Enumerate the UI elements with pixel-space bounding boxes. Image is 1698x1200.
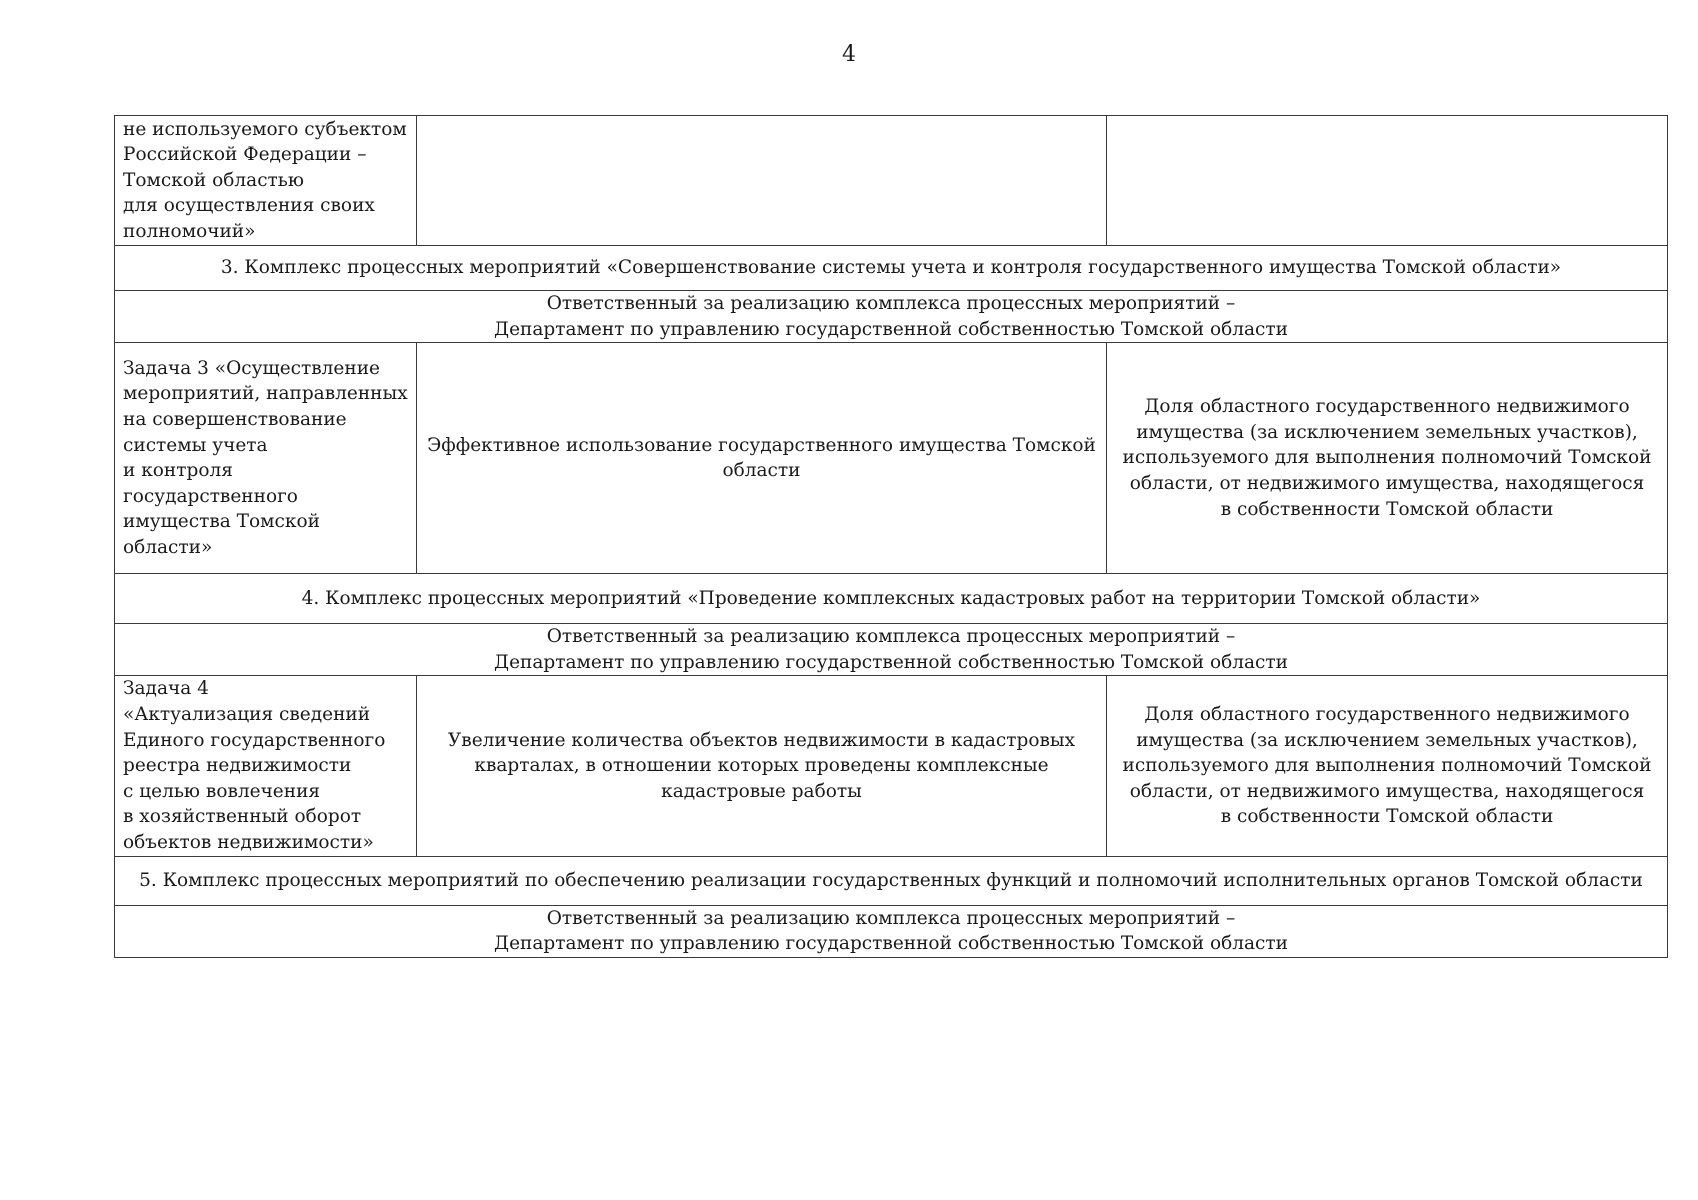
section-3-responsible: Ответственный за реализацию комплекса процессных мероприятий – Департамент по управлению государственной собственностью Томской области	[115, 291, 1668, 343]
continued-result-cell	[417, 116, 1107, 246]
table-row-continuation	[115, 116, 1668, 246]
section-4-responsible-row	[115, 624, 1668, 676]
section-5-title: 5. Комплекс процессных мероприятий по обеспечению реализации государственных функций и полномочий исполнительных органов Томской области	[115, 856, 1668, 905]
section-3-title: 3. Комплекс процессных мероприятий «Совершенствование системы учета и контроля государственного имущества Томской области»	[115, 246, 1668, 291]
continued-indicator-cell	[1107, 116, 1668, 246]
section-4-task: Задача 4 «Актуализация сведений Единого государственного реестра недвижимости с целью вовлечения в хозяйственный оборот объектов недвижимости»	[115, 676, 417, 856]
section-4-result: Увеличение количества объектов недвижимости в кадастровых кварталах, в отношении которых проведены комплексные кадастровые работы	[417, 676, 1107, 856]
section-4-indicator: Доля областного государственного недвижимого имущества (за исключением земельных участков), используемого для выполнения полномочий Томской области, от недвижимого имущества, находящегося в собственности Томской области	[1107, 676, 1668, 856]
section-5-responsible: Ответственный за реализацию комплекса процессных мероприятий – Департамент по управлению государственной собственностью Томской области	[115, 905, 1668, 957]
section-4-task-row	[115, 676, 1668, 856]
continued-task-cell: не используемого субъектом Российской Федерации – Томской областью для осуществления своих полномочий»	[115, 116, 417, 246]
section-3-task-row	[115, 343, 1668, 574]
program-structure-table	[114, 115, 1668, 958]
section-3-indicator: Доля областного государственного недвижимого имущества (за исключением земельных участков), используемого для выполнения полномочий Томской области, от недвижимого имущества, находящегося в собственности Томской области	[1107, 343, 1668, 574]
section-3-title-row	[115, 246, 1668, 291]
section-4-title: 4. Комплекс процессных мероприятий «Проведение комплексных кадастровых работ на территории Томской области»	[115, 574, 1668, 624]
section-4-title-row	[115, 574, 1668, 624]
section-3-responsible-row	[115, 291, 1668, 343]
section-3-task: Задача 3 «Осуществление мероприятий, направленных на совершенствование системы учета и контроля государственного имущества Томской области»	[115, 343, 417, 574]
page-number: 4	[842, 42, 856, 67]
section-3-result: Эффективное использование государственного имущества Томской области	[417, 343, 1107, 574]
section-4-responsible: Ответственный за реализацию комплекса процессных мероприятий – Департамент по управлению государственной собственностью Томской области	[115, 624, 1668, 676]
section-5-responsible-row	[115, 905, 1668, 957]
section-5-title-row	[115, 856, 1668, 905]
